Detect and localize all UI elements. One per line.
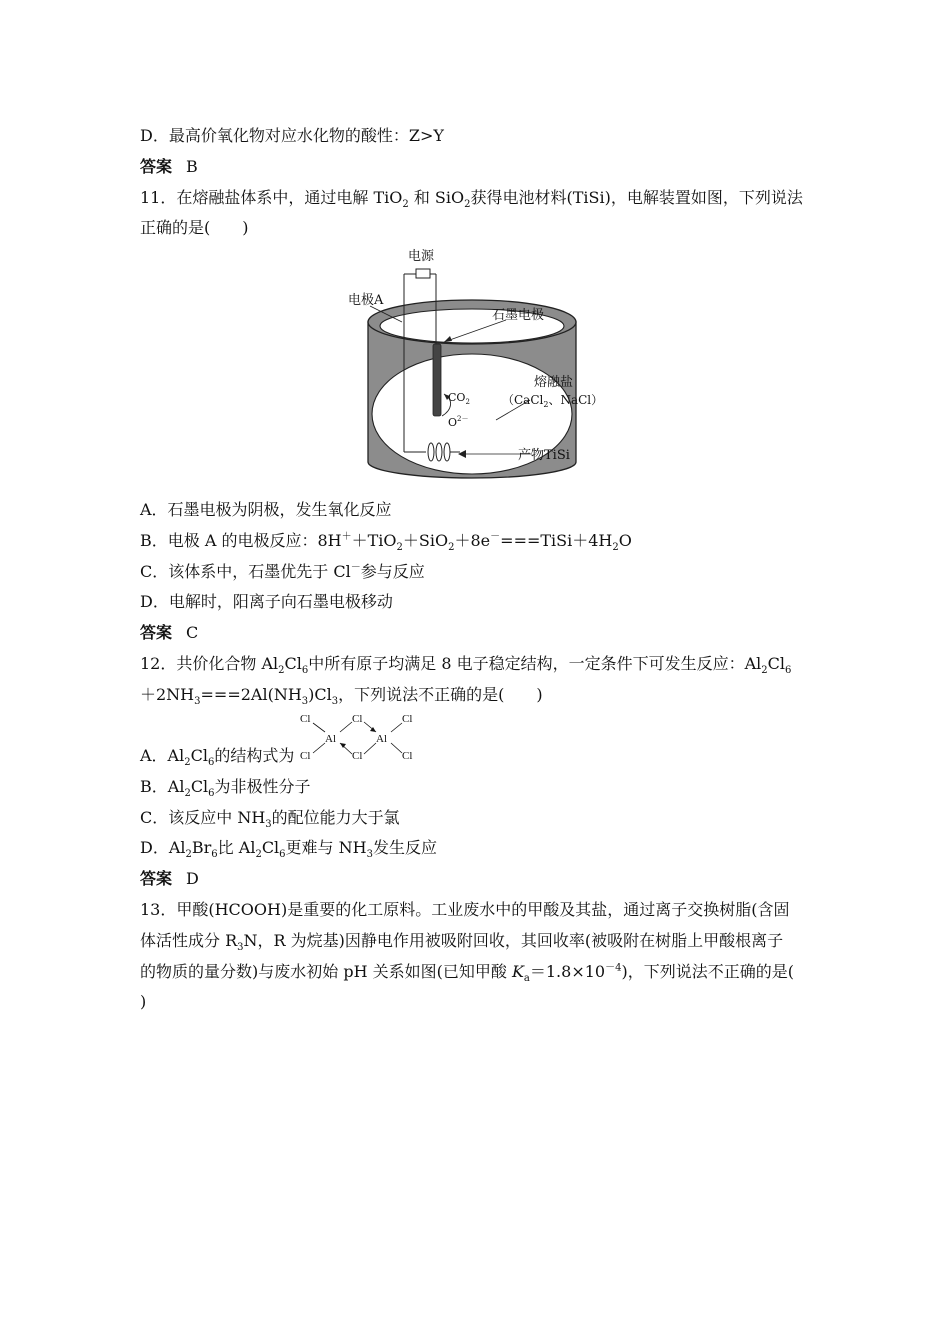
- svg-text:Al: Al: [325, 733, 336, 745]
- svg-text:Cl: Cl: [300, 750, 311, 762]
- q11-option-d: D．电解时，阳离子向石墨电极移动: [140, 592, 393, 611]
- svg-text:Cl: Cl: [402, 750, 413, 762]
- q13-stem-line4: ): [140, 992, 147, 1011]
- q13-stem-line3: 的物质的量分数)与废水初始 pH 关系如图(已知甲酸 $K_a=1.8\times 10^{-4}$)，下列说法不正确的是(: [140, 962, 794, 985]
- q11-stem-line2: 正确的是( ): [140, 218, 249, 237]
- al2cl6-structure: [296, 710, 426, 766]
- answer-value: B: [186, 157, 198, 176]
- electrolysis-diagram: [340, 240, 640, 480]
- answer-label: 答案: [140, 157, 173, 176]
- oxide-ion-label: $O^{2-}$: [448, 415, 469, 429]
- svg-text:Cl: Cl: [352, 750, 363, 762]
- q11-option-c: C．该体系中，石墨优先于 Cl－参与反应: [140, 562, 425, 581]
- svg-text:Al: Al: [376, 733, 387, 745]
- q10-option-d: D．最高价氧化物对应水化物的酸性：Z>Y: [140, 126, 444, 145]
- molten-salt-label: 熔融盐: [534, 375, 574, 390]
- q11-option-a: A．石墨电极为阴极，发生氧化反应: [140, 500, 392, 519]
- q12-option-d: D．$Al_2Br_6$比 $Al_2Cl_6$更难与 $NH_3$发生反应: [140, 838, 437, 861]
- q11-answer: [140, 623, 198, 643]
- q12-option-c: C．该反应中 $NH_3$的配位能力大于氯: [140, 808, 400, 831]
- graphite-label: 石墨电极: [492, 308, 545, 323]
- svg-text:Cl: Cl: [300, 713, 311, 725]
- svg-text:Cl: Cl: [352, 713, 363, 725]
- power-source-icon: [416, 269, 430, 278]
- answer-value: C: [186, 623, 199, 642]
- svg-text:Cl: Cl: [402, 713, 413, 725]
- answer-value: D: [186, 869, 199, 888]
- q11-option-b: B．电极 A 的电极反应：$8H^++TiO_2+SiO_2+8e^-===TiSi+4H_2O$: [140, 531, 632, 554]
- co2-label: $CO_2$: [448, 391, 470, 406]
- answer-label: 答案: [140, 869, 173, 888]
- q12-stem-line2: $+2NH_3===2Al(NH_3)Cl_3$，下列说法不正确的是( ): [140, 685, 543, 708]
- graphite-electrode: [433, 344, 441, 416]
- product-label: 产物TiSi: [518, 448, 570, 463]
- q12-stem-line1: 12．共价化合物 $Al_2Cl_6$中所有原子均满足 8 电子稳定结构，一定条件下可发生反应：$Al_2Cl_6$: [140, 654, 792, 677]
- electrode-a-label: 电极A: [348, 293, 384, 308]
- q11-stem-line1: 11．在熔融盐体系中，通过电解 TiO$_2$ 和 SiO$_2$获得电池材料(TiSi)，电解装置如图，下列说法: [140, 188, 803, 211]
- q13-stem-line2: 体活性成分 $R_3N$，R 为烷基)因静电作用被吸附回收，其回收率(被吸附在树脂上甲酸根离子: [140, 931, 784, 954]
- q10-answer: [140, 157, 198, 177]
- salt-formula-label: （CaCl$_2$、NaCl）: [502, 393, 604, 409]
- q12-option-a: A．$Al_2Cl_6$的结构式为: [140, 746, 295, 769]
- power-label: 电源: [408, 249, 435, 264]
- q12-option-b: B．$Al_2Cl_6$为非极性分子: [140, 777, 311, 800]
- q13-stem-line1: 13．甲酸(HCOOH)是重要的化工原料。工业废水中的甲酸及其盐，通过离子交换树脂(含固: [140, 900, 790, 919]
- q12-answer: [140, 869, 199, 889]
- answer-label: 答案: [140, 623, 173, 642]
